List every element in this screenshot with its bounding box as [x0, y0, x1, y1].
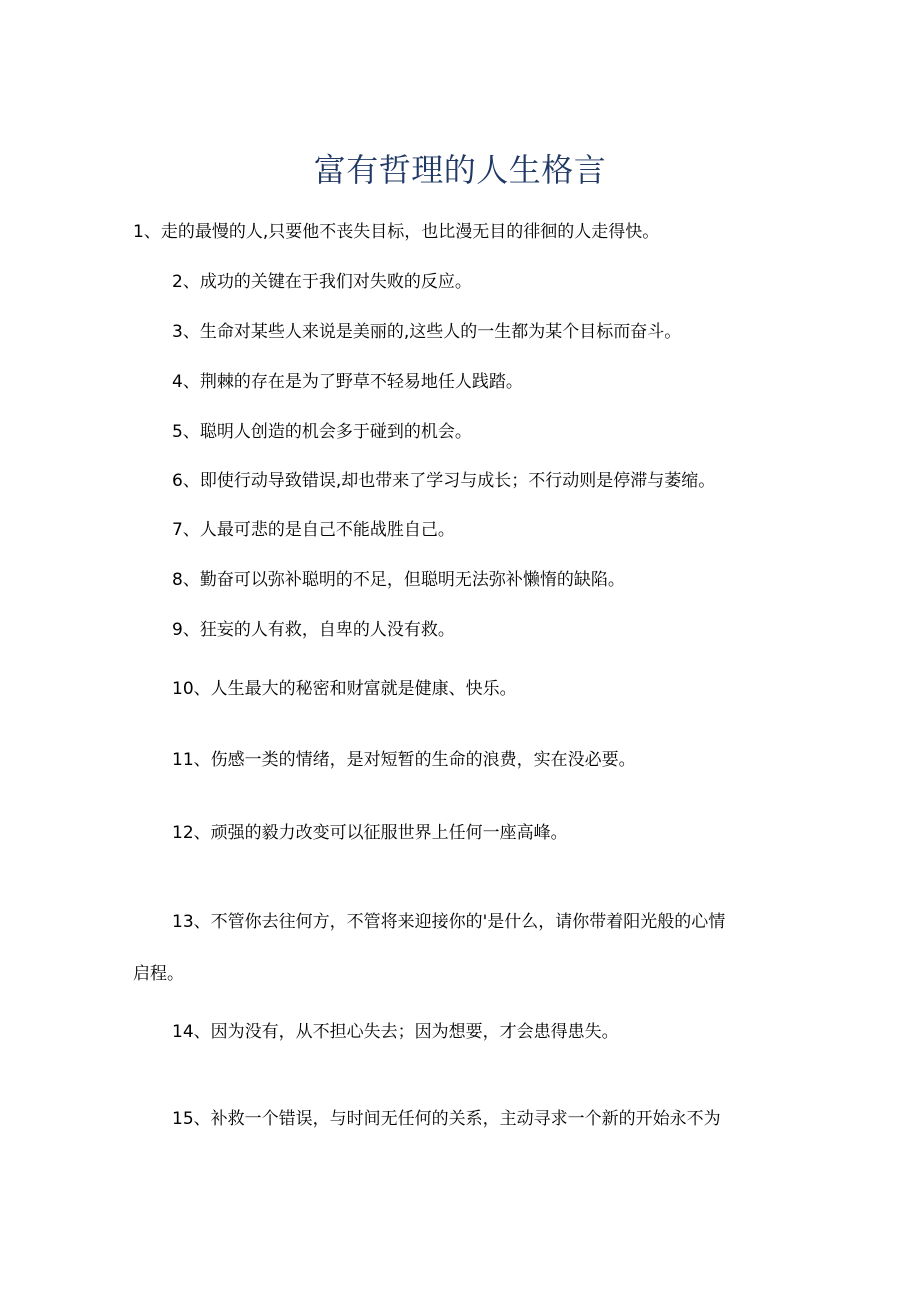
- quote-line-11: 11、伤感一类的情绪，是对短暂的生命的浪费，实在没必要。: [172, 750, 636, 770]
- quote-line-3: 3、生命对某些人来说是美丽的,这些人的一生都为某个目标而奋斗。: [172, 322, 682, 342]
- quote-line-1: 1、走的最慢的人,只要他不丧失目标，也比漫无目的徘徊的人走得快。: [133, 222, 660, 242]
- quote-line-13-continuation: 启程。: [133, 964, 184, 984]
- quote-line-10: 10、人生最大的秘密和财富就是健康、快乐。: [172, 679, 517, 699]
- quote-line-6: 6、即使行动导致错误,却也带来了学习与成长；不行动则是停滞与萎缩。: [172, 471, 716, 491]
- quote-line-9: 9、狂妄的人有救，自卑的人没有救。: [172, 620, 455, 640]
- quote-line-8: 8、勤奋可以弥补聪明的不足，但聪明无法弥补懒惰的缺陷。: [172, 570, 625, 590]
- quote-line-7: 7、人最可悲的是自己不能战胜自己。: [172, 520, 455, 540]
- document-title: 富有哲理的人生格言: [313, 151, 607, 189]
- quote-line-14: 14、因为没有，从不担心失去；因为想要，才会患得患失。: [172, 1022, 619, 1042]
- quote-line-15: 15、补救一个错误，与时间无任何的关系，主动寻求一个新的开始永不为: [172, 1109, 721, 1129]
- quote-line-2: 2、成功的关键在于我们对失败的反应。: [172, 272, 472, 292]
- quote-line-12: 12、顽强的毅力改变可以征服世界上任何一座高峰。: [172, 823, 568, 843]
- quote-line-4: 4、荆棘的存在是为了野草不轻易地任人践踏。: [172, 372, 523, 392]
- quote-line-13: 13、不管你去往何方，不管将来迎接你的'是什么，请你带着阳光般的心情: [172, 912, 726, 932]
- quote-line-5: 5、聪明人创造的机会多于碰到的机会。: [172, 422, 472, 442]
